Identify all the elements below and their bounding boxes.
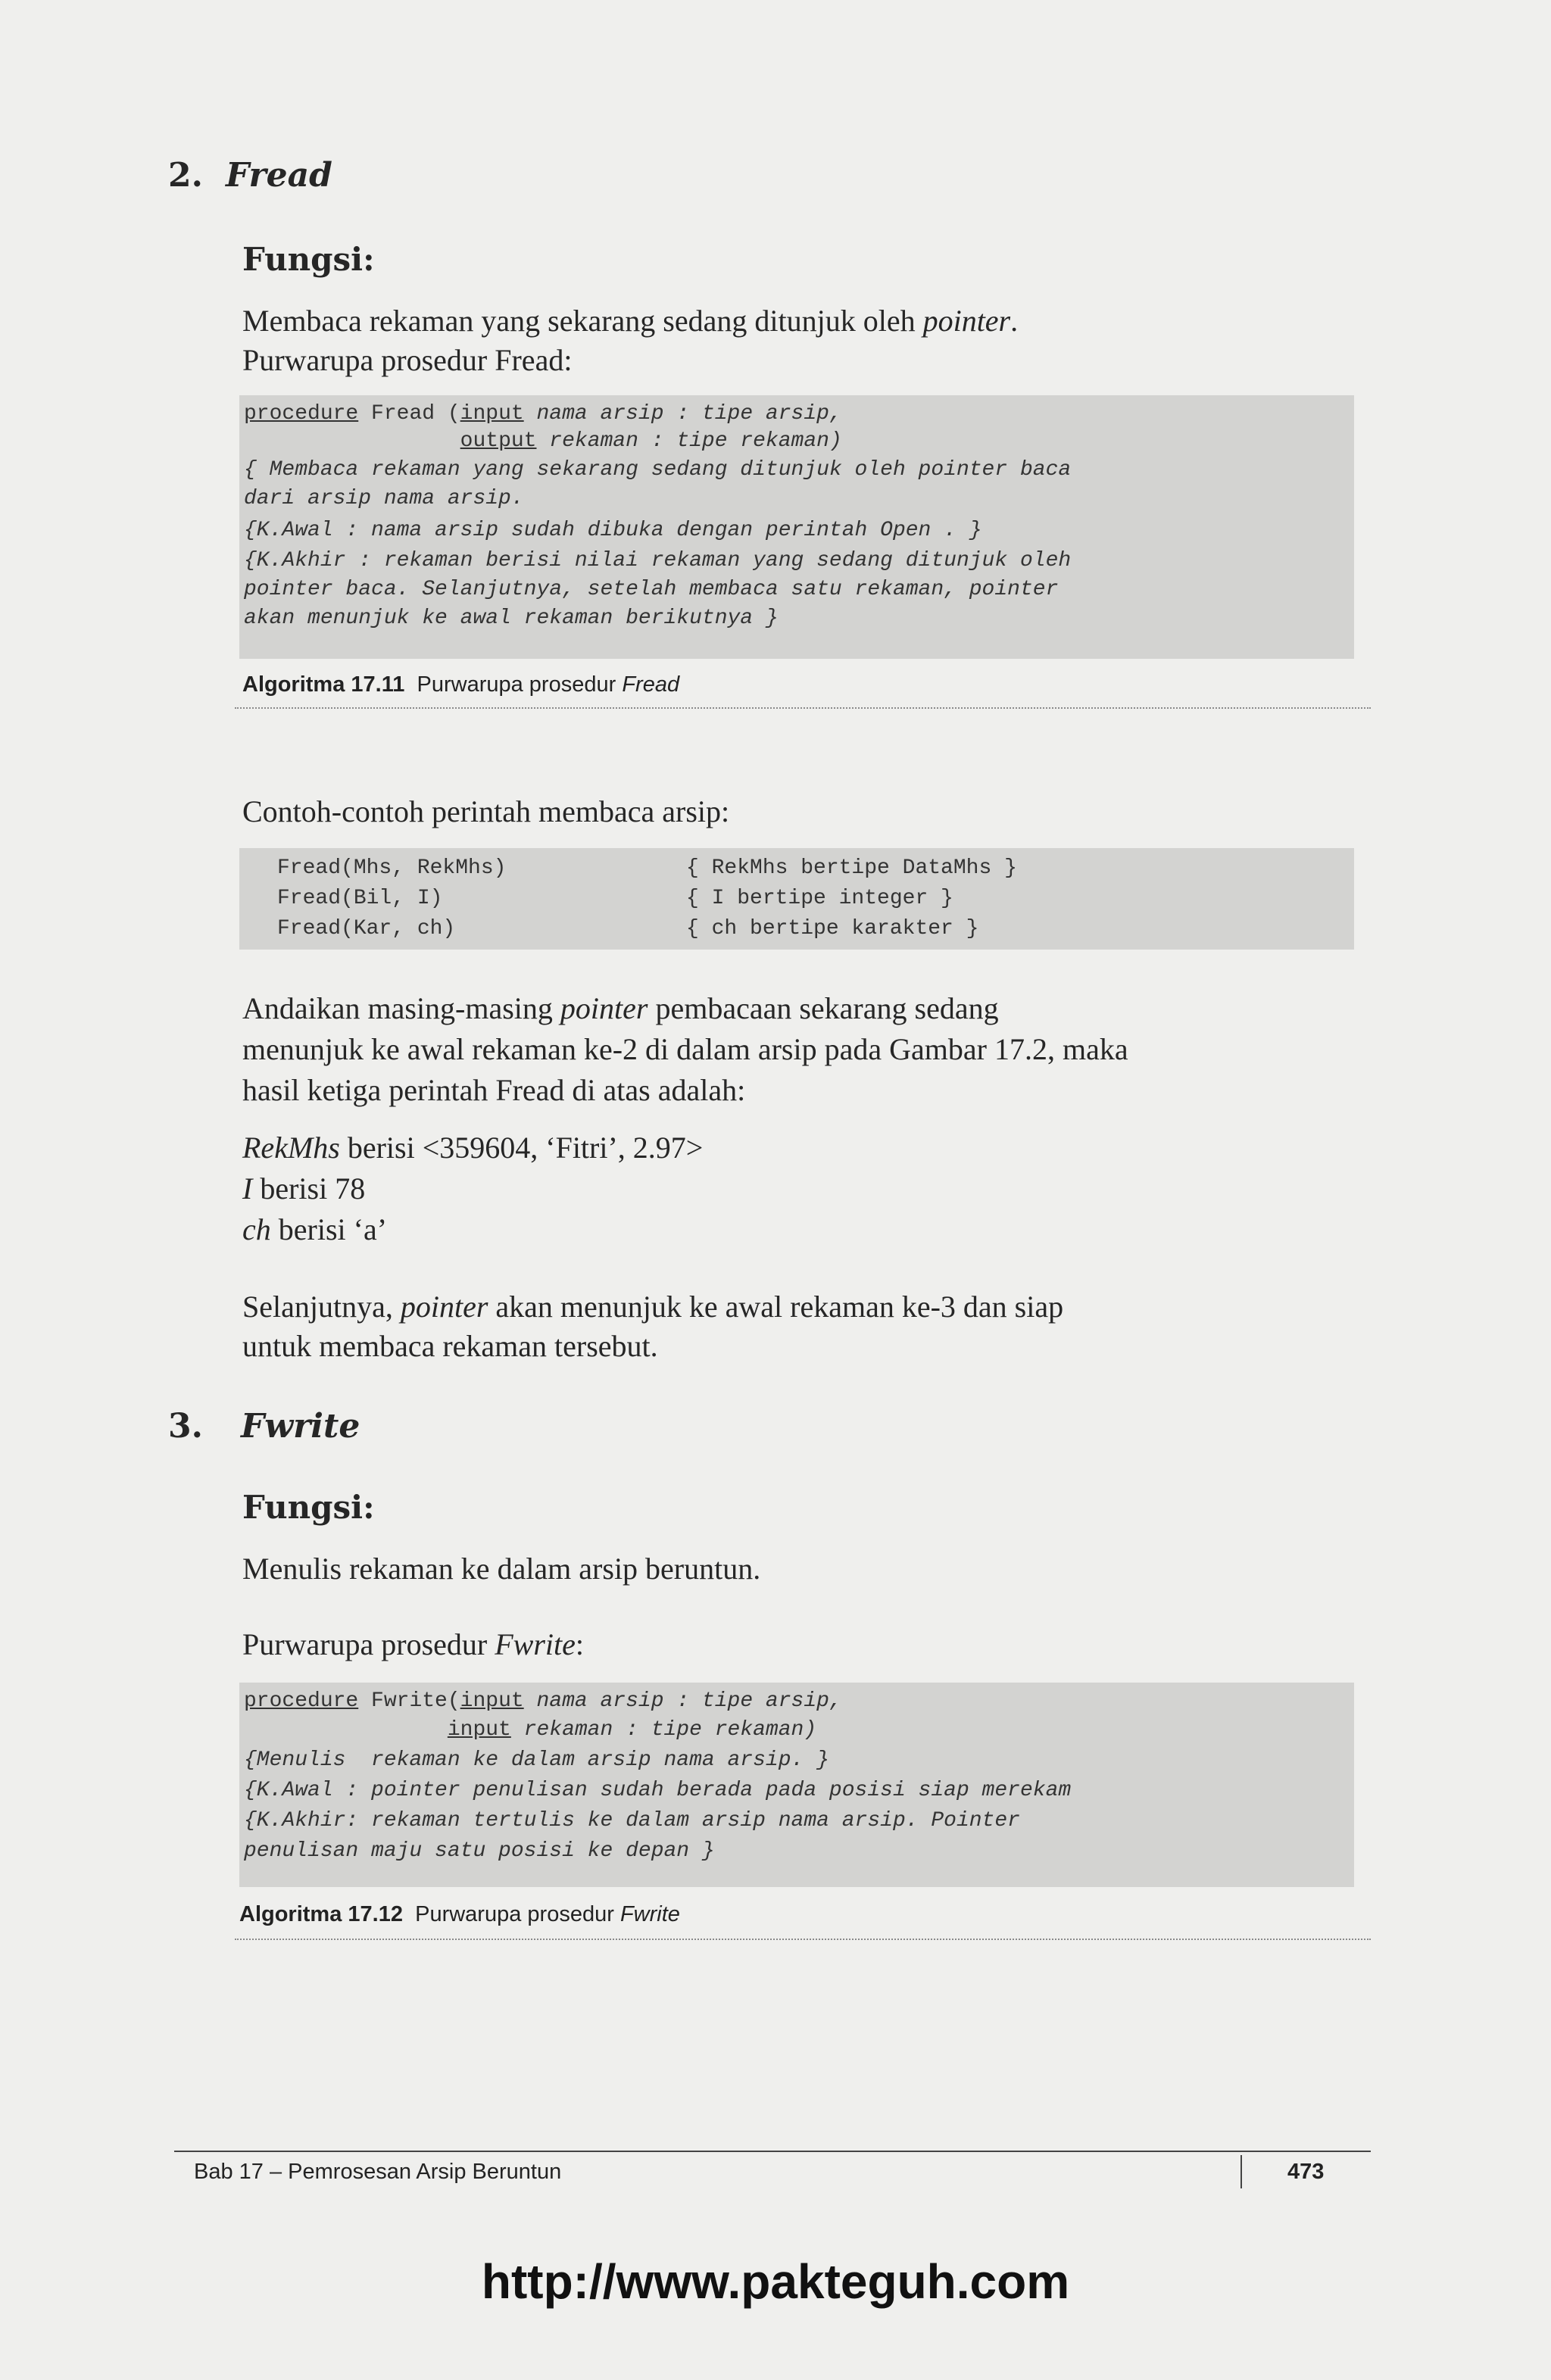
page-number: 473: [1287, 2160, 1325, 2184]
divider: [235, 707, 1371, 709]
code-line: procedure Fwrite(input nama arsip : tipe arsip,: [244, 1689, 842, 1713]
footer-chapter: Bab 17 – Pemrosesan Arsip Beruntun: [194, 2160, 562, 2184]
caption-17-11: Algoritma 17.11 Purwarupa prosedur Fread: [242, 672, 680, 697]
code-line: {Menulis rekaman ke dalam arsip nama arsip. }: [244, 1748, 829, 1772]
section-title: Fwrite: [241, 1407, 360, 1446]
paragraph-selanjutnya: Selanjutnya, pointer akan menunjuk ke awal rekaman ke-3 dan siap: [242, 1290, 1064, 1324]
paragraph-selanjutnya-line: untuk membaca rekaman tersebut.: [242, 1329, 658, 1363]
paragraph-andaikan-line: hasil ketiga perintah Fread di atas adalah:: [242, 1073, 746, 1107]
code-line: input rekaman : tipe rekaman): [447, 1718, 817, 1742]
section-title: Fread: [226, 156, 332, 195]
result-line: RekMhs berisi <359604, ‘Fitri’, 2.97>: [242, 1131, 704, 1165]
code-comment: { I bertipe integer }: [686, 887, 953, 910]
fungsi-heading: Fungsi:: [242, 1489, 375, 1526]
code-line: {K.Awal : nama arsip sudah dibuka dengan perintah Open . }: [244, 519, 982, 542]
paragraph-andaikan: Andaikan masing-masing pointer pembacaan sekarang sedang: [242, 991, 999, 1025]
result-line: ch berisi ‘a’: [242, 1212, 388, 1246]
code-block-contoh: [239, 848, 1354, 950]
code-line: { Membaca rekaman yang sekarang sedang ditunjuk oleh pointer baca: [244, 458, 1072, 482]
contoh-heading: Contoh-contoh perintah membaca arsip:: [242, 794, 730, 828]
code-line: output rekaman : tipe rekaman): [460, 429, 842, 453]
code-line: {K.Akhir : rekaman berisi nilai rekaman yang sedang ditunjuk oleh: [244, 549, 1072, 572]
code-line: Fread(Mhs, RekMhs): [277, 856, 507, 880]
purwarupa-line: Purwarupa prosedur Fread:: [242, 343, 573, 377]
code-comment: { RekMhs bertipe DataMhs }: [686, 856, 1017, 880]
section-number: 2.: [168, 156, 203, 195]
code-line: pointer baca. Selanjutnya, setelah membaca satu rekaman, pointer: [244, 578, 1059, 601]
paragraph-andaikan-line: menunjuk ke awal rekaman ke-2 di dalam arsip pada Gambar 17.2, maka: [242, 1032, 1128, 1066]
footer-rule: [174, 2151, 1371, 2152]
footer-separator: [1240, 2155, 1242, 2188]
description: Membaca rekaman yang sekarang sedang ditunjuk oleh pointer.: [242, 304, 1019, 338]
code-block-fwrite: [239, 1683, 1354, 1887]
code-line: Fread(Bil, I): [277, 887, 443, 910]
divider: [235, 1939, 1371, 1940]
result-line: I berisi 78: [242, 1171, 366, 1206]
code-line: akan menunjuk ke awal rekaman berikutnya }: [244, 607, 779, 630]
code-line: {K.Akhir: rekaman tertulis ke dalam arsip nama arsip. Pointer: [244, 1809, 1020, 1833]
code-line: Fread(Kar, ch): [277, 917, 456, 940]
code-block-fread: [239, 395, 1354, 659]
caption-17-12: Algoritma 17.12 Purwarupa prosedur Fwrite: [239, 1902, 680, 1926]
section-number: 3.: [168, 1407, 203, 1446]
code-line: procedure Fread (input nama arsip : tipe arsip,: [244, 402, 842, 426]
fungsi-heading: Fungsi:: [242, 241, 375, 278]
code-line: penulisan maju satu posisi ke depan }: [244, 1839, 715, 1863]
code-line: {K.Awal : pointer penulisan sudah berada pada posisi siap merekam: [244, 1779, 1072, 1802]
purwarupa-line: Purwarupa prosedur Fwrite:: [242, 1627, 585, 1661]
description: Menulis rekaman ke dalam arsip beruntun.: [242, 1552, 761, 1586]
watermark-url: http://www.pakteguh.com: [481, 2254, 1070, 2309]
code-line: dari arsip nama arsip.: [244, 487, 524, 510]
code-comment: { ch bertipe karakter }: [686, 917, 979, 940]
